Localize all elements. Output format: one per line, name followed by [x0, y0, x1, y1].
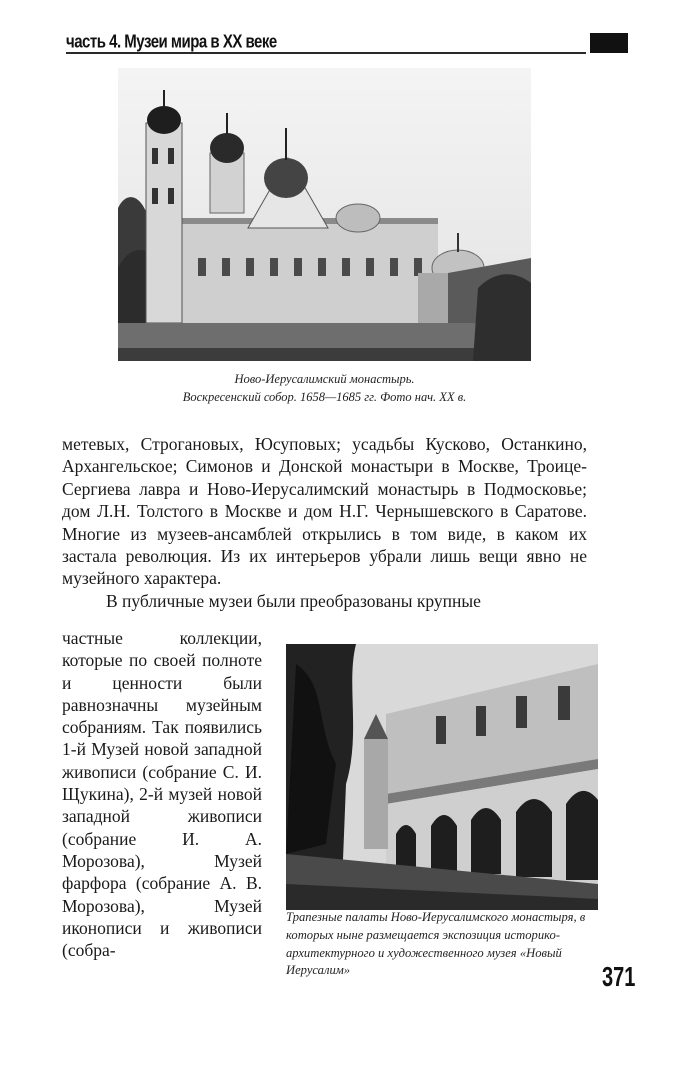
paragraph-2-start: В публичные музеи были преобразованы крупные: [106, 590, 481, 611]
paragraph-2-continued: частные коллекции, которые по своей полноте и ценности были равнозначны музейным собраниям. Так появились 1-й Музей новой западной живописи (собрание С. И. Щукина), 2-й музей новой западной живописи (собрание И. А. Морозова), Музей фарфора (собрание А. В. Морозова), Музей иконописи и живописи (собра-: [62, 628, 262, 961]
figure2-caption: Трапезные палаты Ново-Иерусалимского монастыря, в которых ныне размещается экспозиция историко-архитектурного и художественного музея «Новый Иерусалим»: [286, 910, 586, 978]
figure1-caption: [118, 370, 531, 406]
running-head: часть 4. Музеи мира в ХХ веке: [66, 32, 277, 53]
page-number: 371: [602, 962, 636, 993]
header-marker: [590, 33, 628, 53]
body-text: [62, 433, 587, 612]
figure1-caption-line1: Ново-Иерусалимский монастырь.: [234, 372, 415, 386]
refectory-chambers-photo: [286, 644, 598, 910]
paragraph-1: метевых, Строгановых, Юсуповых; усадьбы Кусково, Останкино, Архангельское; Симонов и Донской монастыри в Москве, Троице-Сергиева лавра и Ново-Иерусалимский монастырь в Подмосковье; дом Л.Н. Толстого в Москве и дом Н.Г. Чернышевского в Саратове. Многие из музеев-ансамблей открылись в том виде, в каком их застала революция. Из их интерьеров убрали лишь вещи явно не музейного характера.: [62, 434, 587, 589]
header-rule: [66, 52, 586, 54]
figure1-caption-line2: Воскресенский собор. 1658—1685 гг. Фото нач. ХХ в.: [182, 390, 467, 404]
monastery-cathedral-photo: [118, 68, 531, 361]
